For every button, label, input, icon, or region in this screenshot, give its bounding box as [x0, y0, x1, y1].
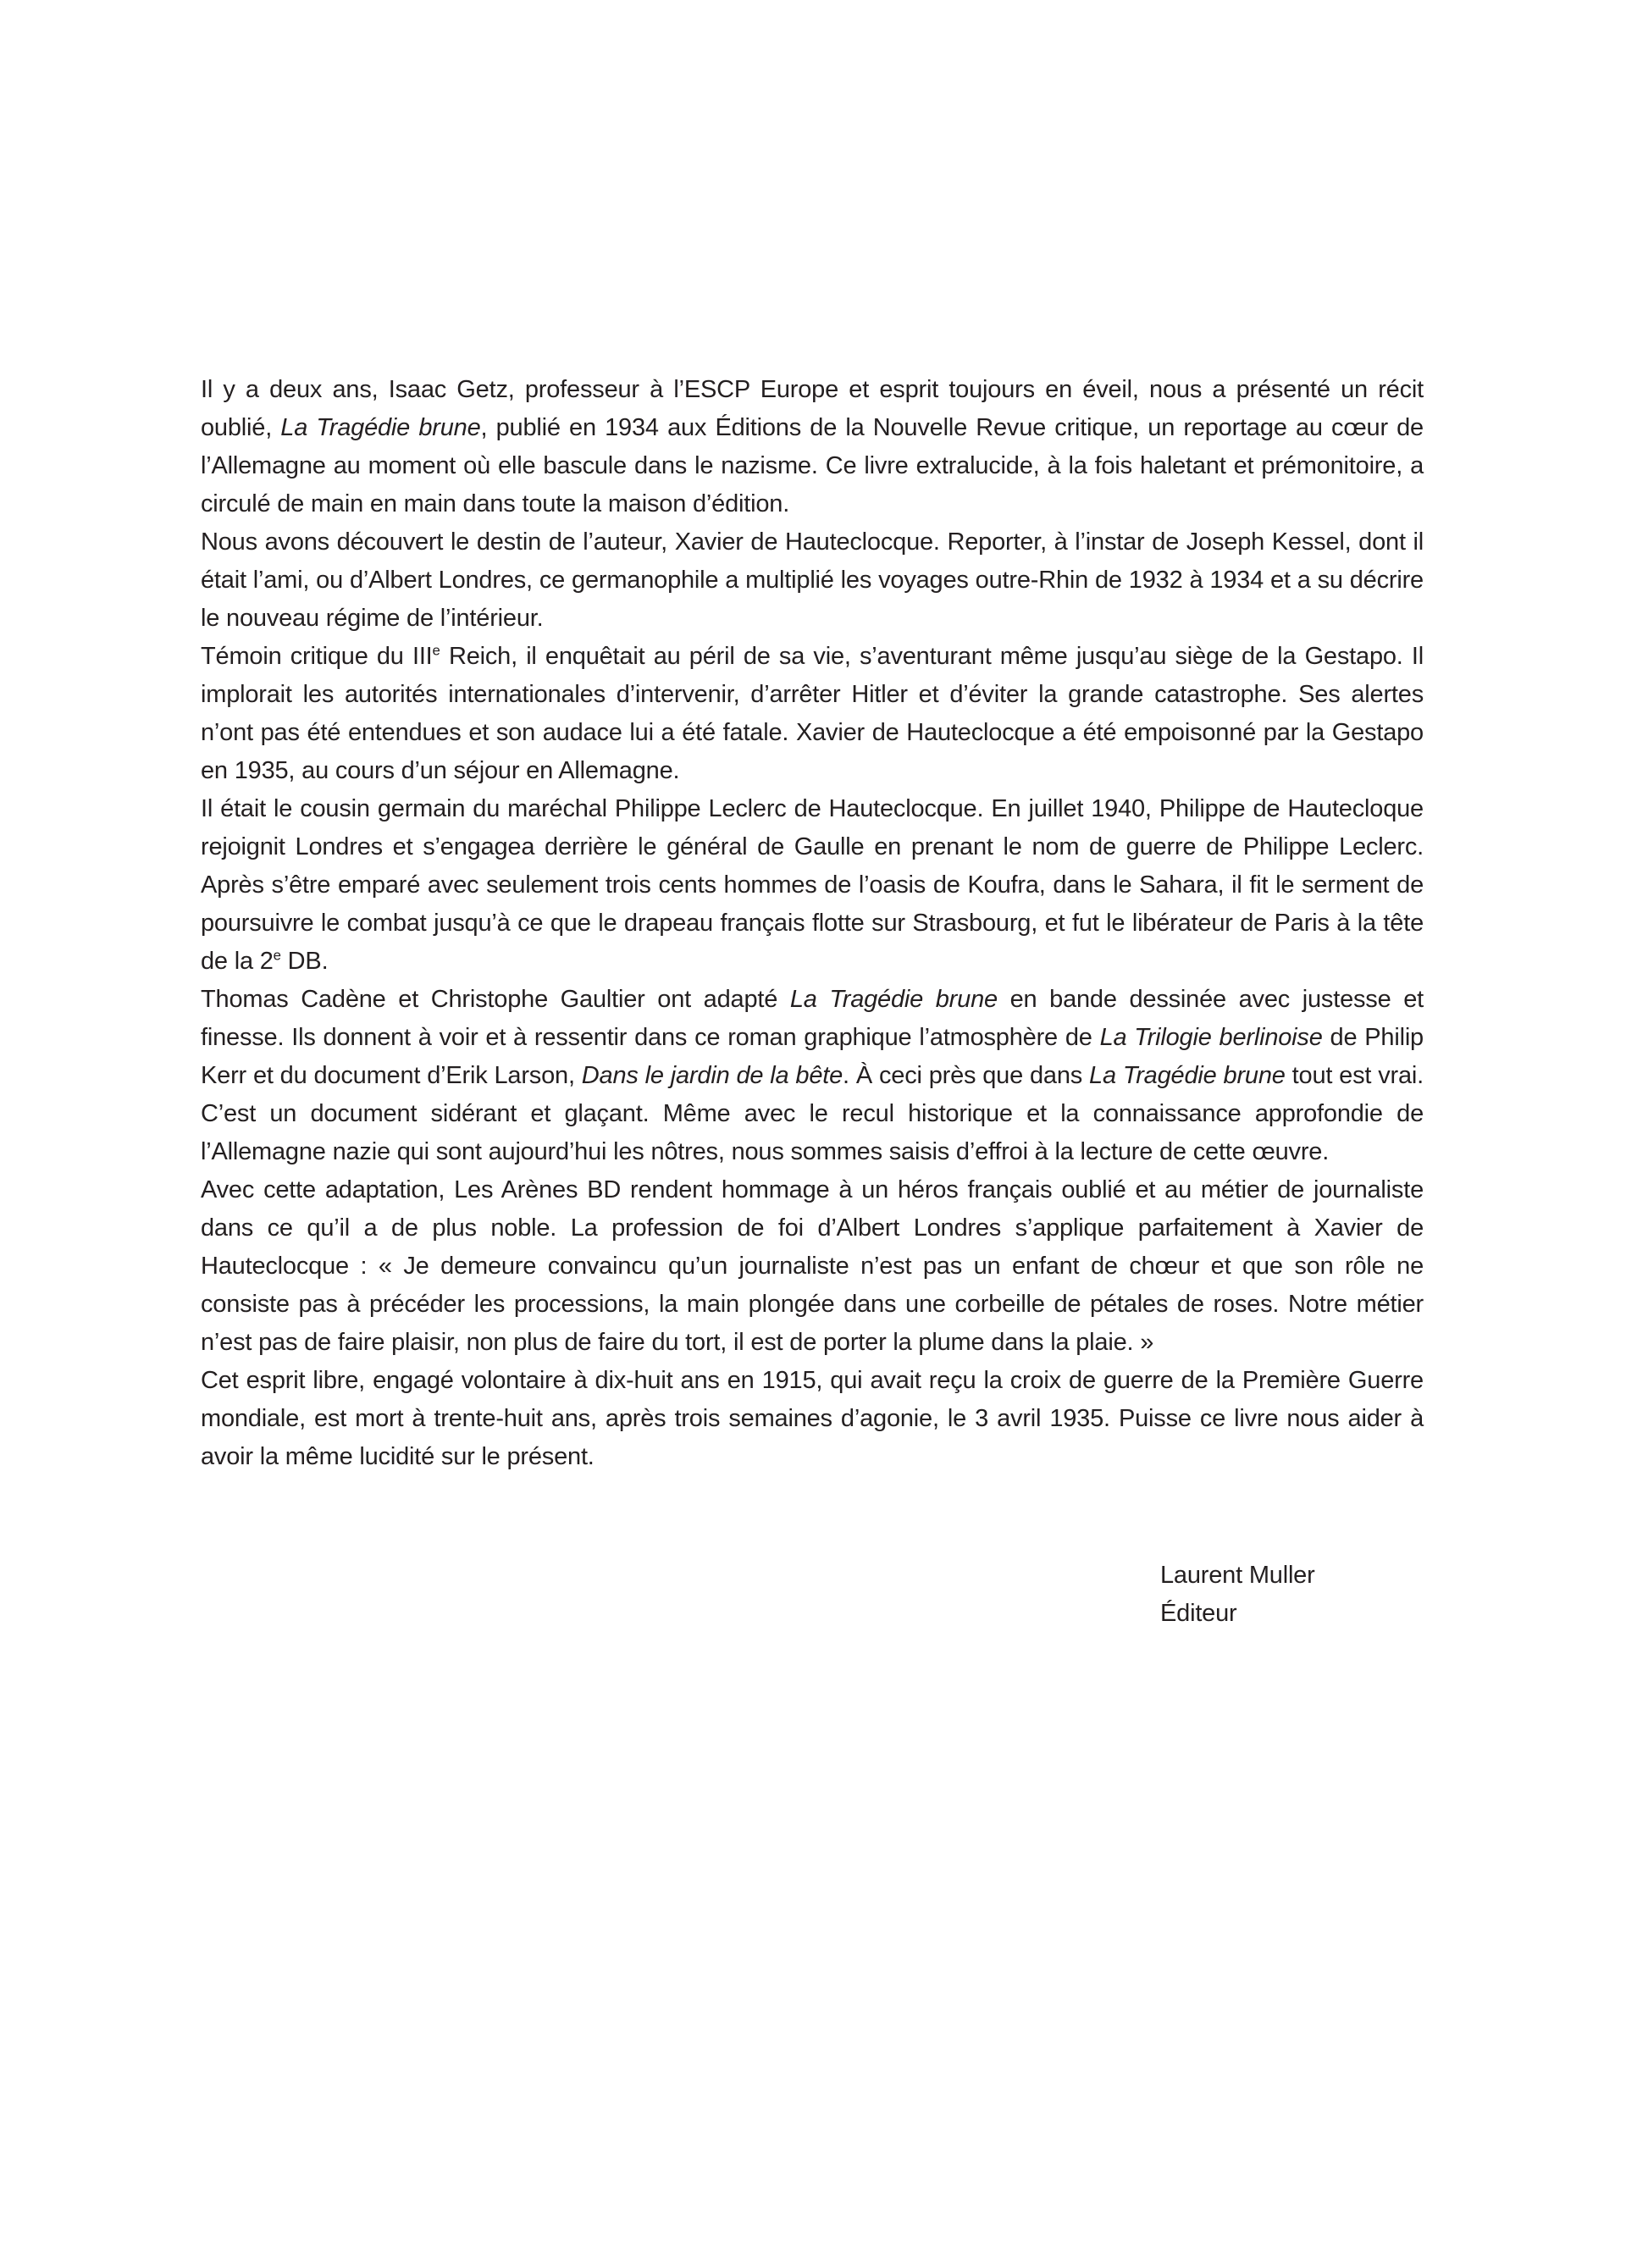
body-text: Cet esprit libre, engagé volontaire à dix-huit ans en 1915, qui avait reçu la croix de guerre de la Première Guerre mondiale, est mort à trente-huit ans, après trois semaines d’agonie, le 3 avril 1935. Puisse ce livre nous aider à avoir la même lucidité sur le présent. — [201, 1367, 1424, 1470]
paragraph — [201, 1362, 1424, 1476]
paragraph — [201, 638, 1424, 790]
body-text: de Philip Kerr et du document d’Erik Larson, — [201, 1024, 1424, 1089]
paragraph — [201, 371, 1424, 523]
italic-text: La Tragédie brune — [280, 414, 481, 441]
paragraph — [201, 523, 1424, 638]
body-text: , publié en 1934 aux Éditions de la Nouvelle Revue critique, un reportage au cœur de l’Allemagne au moment où elle bascule dans le nazisme. Ce livre extralucide, à la fois haletant et prémonitoire, a circulé de main en main dans toute la maison d’édition. — [201, 414, 1424, 517]
body-text: . À ceci près que dans — [843, 1062, 1090, 1089]
body-text: Il y a deux ans, Isaac Getz, professeur à l’ESCP Europe et esprit toujours en éveil, nous a présenté un récit oublié, — [201, 376, 1424, 441]
paragraph — [201, 981, 1424, 1171]
italic-text: La Tragédie brune — [1089, 1062, 1286, 1089]
body-text: Il était le cousin germain du maréchal Philippe Leclerc de Hauteclocque. En juillet 1940, Philippe de Hautecloque rejoignit Londres et s’engagea derrière le général de Gaulle en prenant le nom de guerre de Philippe Leclerc. Après s’être emparé avec seulement trois cents hommes de l’oasis de Koufra, dans le Sahara, il fit le serment de poursuivre le combat jusqu’à ce que le drapeau français flotte sur Strasbourg, et fut le libérateur de Paris à la tête de la 2 — [201, 795, 1424, 975]
preface-paragraphs — [201, 371, 1424, 1476]
body-text: Thomas Cadène et Christophe Gaultier ont adapté — [201, 986, 790, 1013]
italic-text: La Trilogie berlinoise — [1099, 1024, 1323, 1051]
body-text: Reich, il enquêtait au péril de sa vie, s’aventurant même jusqu’au siège de la Gestapo. Il implorait les autorités internationales d’intervenir, d’arrêter Hitler et d’éviter la grande catastrophe. Ses alertes n’ont pas été entendues et son audace lui a été fatale. Xavier de Hauteclocque a été empoisonné par la Gestapo en 1935, au cours d’un séjour en Allemagne. — [201, 643, 1424, 784]
preface-text — [201, 371, 1424, 1633]
body-text: Avec cette adaptation, Les Arènes BD rendent hommage à un héros français oublié et au métier de journaliste dans ce qu’il a de plus noble. La profession de foi d’Albert Londres s’applique parfaitement à Xavier de Hauteclocque : « Je demeure convaincu qu’un journaliste n’est pas un enfant de chœur et que son rôle ne consiste pas à précéder les processions, la main plongée dans une corbeille de pétales de roses. Notre métier n’est pas de faire plaisir, non plus de faire du tort, il est de porter la plume dans la plaie. » — [201, 1176, 1424, 1356]
body-text: en bande dessinée avec justesse et finesse. Ils donnent à voir et à ressentir dans ce roman graphique l’atmosphère de — [201, 986, 1424, 1051]
body-text: Nous avons découvert le destin de l’auteur, Xavier de Hauteclocque. Reporter, à l’instar de Joseph Kessel, dont il était l’ami, ou d’Albert Londres, ce germanophile a multiplié les voyages outre-Rhin de 1932 à 1934 et a su décrire le nouveau régime de l’intérieur. — [201, 528, 1424, 632]
paragraph — [201, 790, 1424, 981]
italic-text: Dans le jardin de la bête — [581, 1062, 843, 1089]
italic-text: La Tragédie brune — [789, 986, 998, 1013]
superscript-text: e — [273, 947, 281, 964]
superscript-text: e — [432, 642, 440, 659]
paragraph — [201, 1171, 1424, 1362]
body-text: Témoin critique du III — [201, 643, 433, 670]
signature-role: Éditeur — [1160, 1600, 1237, 1627]
body-text: DB. — [280, 948, 329, 975]
signature-block — [1160, 1557, 1424, 1633]
body-text: tout est vrai. C’est un document sidérant et glaçant. Même avec le recul historique et la connaissance approfondie de l’Allemagne nazie qui sont aujourd’hui les nôtres, nous sommes saisis d’effroi à la lecture de cette œuvre. — [201, 1062, 1424, 1165]
signature-name: Laurent Muller — [1160, 1562, 1315, 1589]
